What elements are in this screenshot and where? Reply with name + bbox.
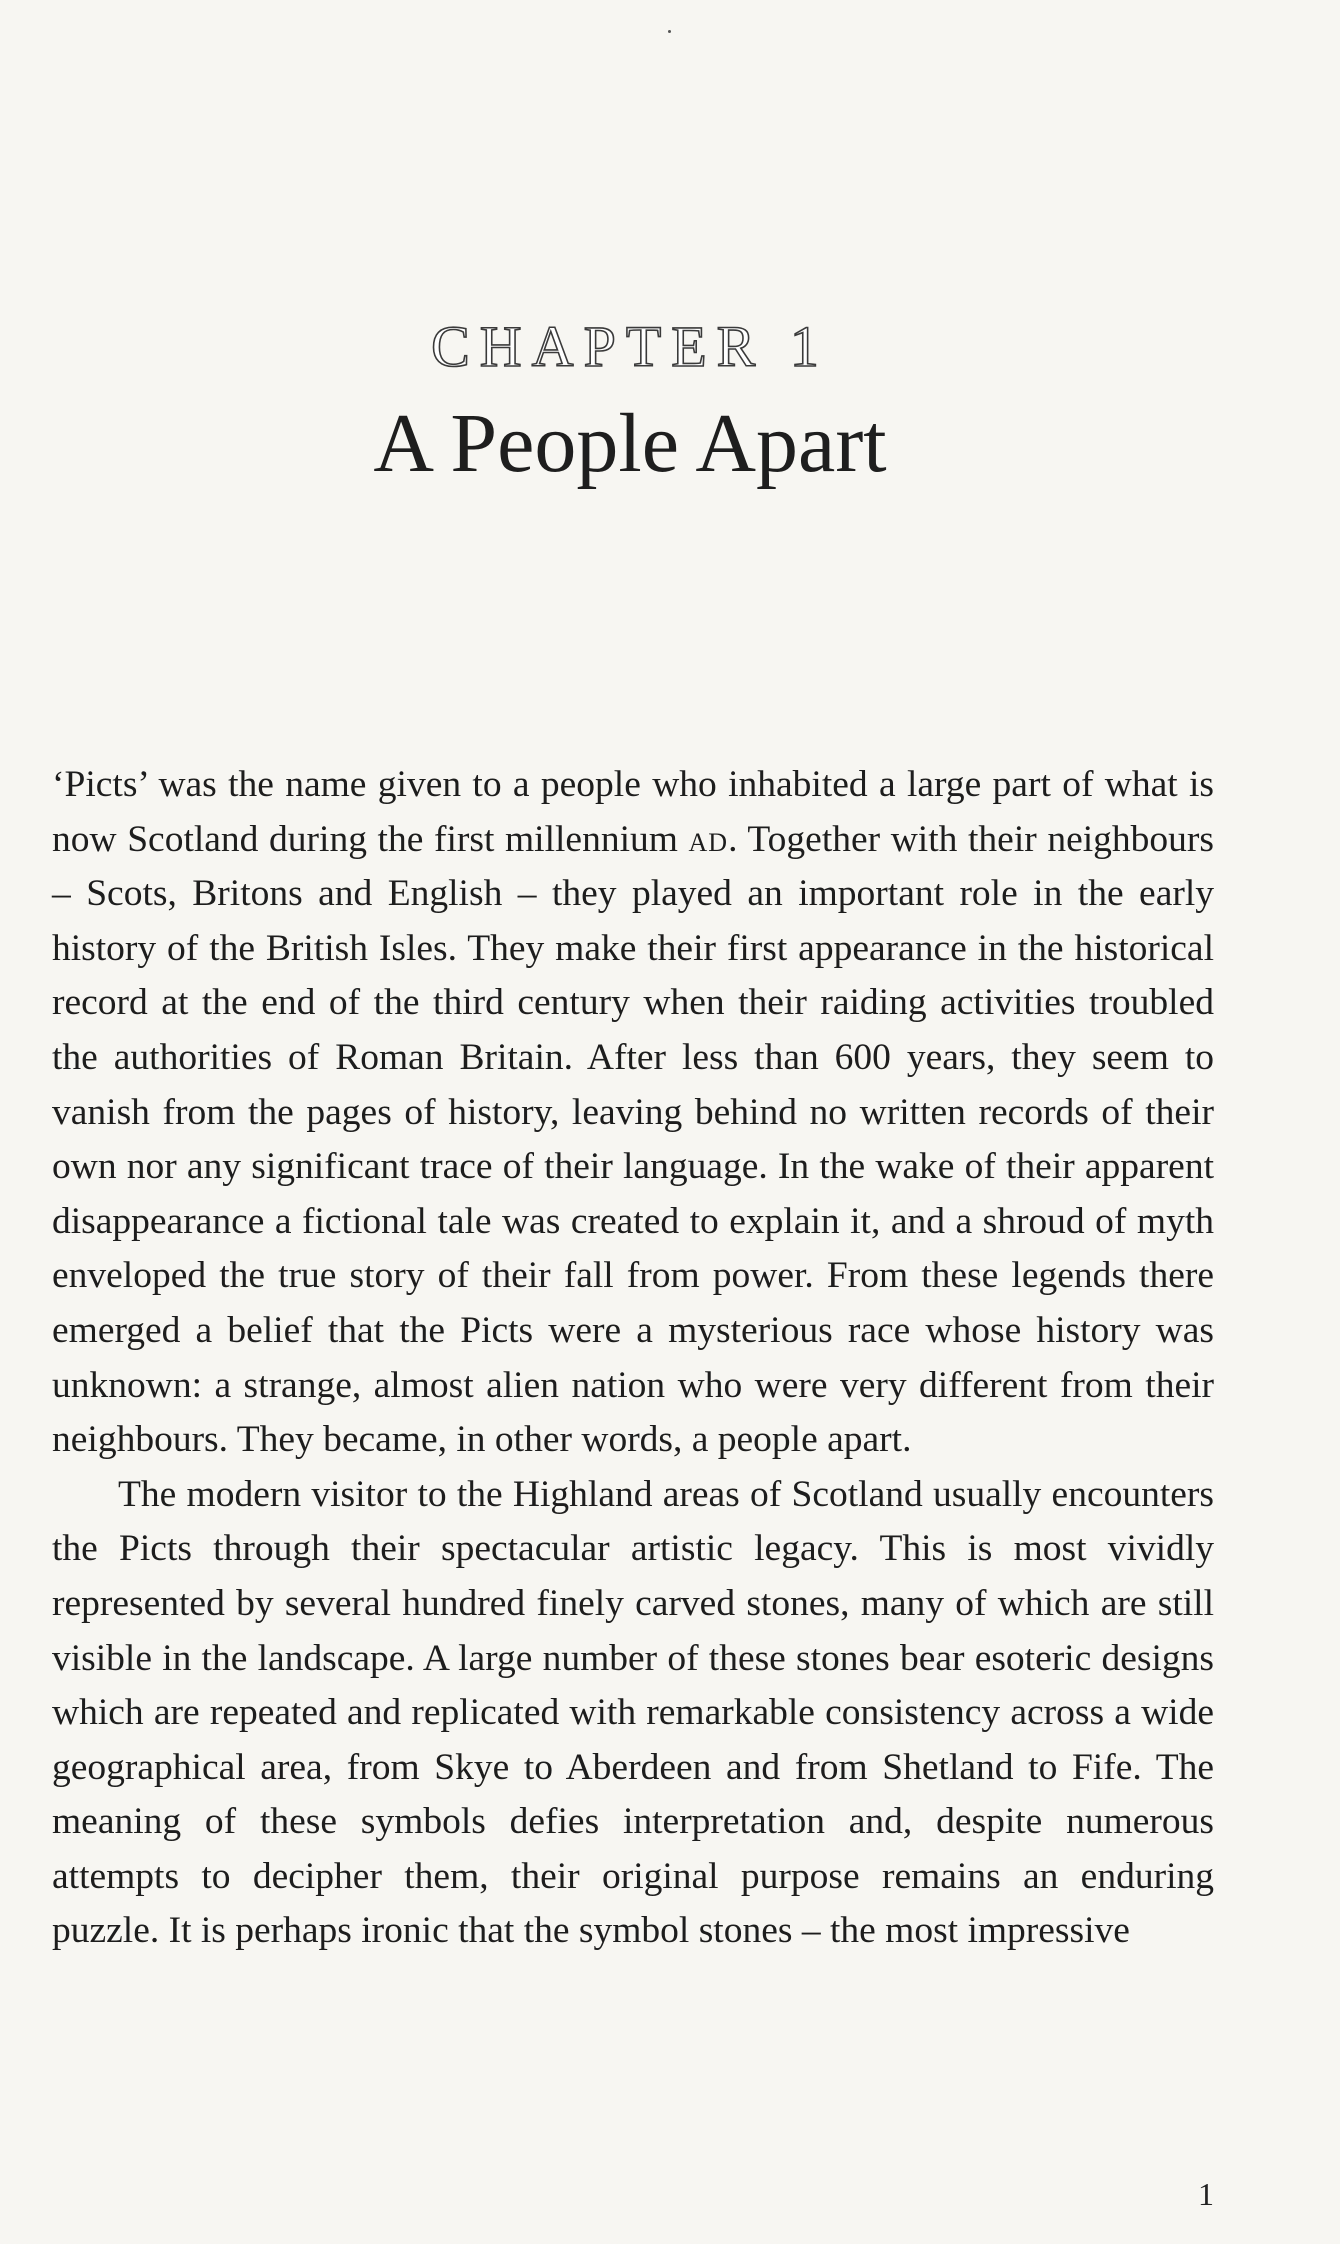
paragraph-1-part-1: ‘Picts’ was the name given to a people who inhabited a large part of what is now Scotland during the first millennium xyxy=(52,764,1214,860)
paragraph-1-part-2: . Together with their neighbours – Scots, Britons and English – they played an important role in the early history of the British Isles. They make their first appearance in the historical record at the end of the third century when their raiding activities troubled the authorities of Roman Britain. After less than 600 years, they seem to vanish from the pages of history, leaving behind no written records of their own nor any significant trace of their language. In the wake of their apparent disappearance a fictional tale was created to explain it, and a shroud of myth enveloped the true story of their fall from power. From these legends there emerged a belief that the Picts were a mysterious race whose history was unknown: a strange, almost alien nation who were very different from their neighbours. They became, in other words, a people apart. xyxy=(52,818,1214,1461)
body-text xyxy=(52,758,1214,1959)
era-abbreviation: ad xyxy=(688,818,729,860)
paragraph-2: The modern visitor to the Highland areas of Scotland usually encounters the Picts through their spectacular artistic legacy. This is most vividly represented by several hundred finely carved stones, many of which are still visible in the landscape. A large number of these stones bear esoteric designs which are repeated and replicated with remarkable consistency across a wide geographical area, from Skye to Aberdeen and from Shetland to Fife. The meaning of these symbols defies interpretation and, despite numerous attempts to decipher them, their original purpose remains an enduring puzzle. It is perhaps ironic that the symbol stones – the most impressive xyxy=(52,1473,1214,1952)
paragraph-1 xyxy=(52,758,1214,1468)
page-number: 1 xyxy=(1198,2176,1214,2212)
ink-speck xyxy=(668,30,671,33)
chapter-title: A People Apart xyxy=(373,397,887,490)
chapter-label: CHAPTER 1 xyxy=(431,314,829,379)
